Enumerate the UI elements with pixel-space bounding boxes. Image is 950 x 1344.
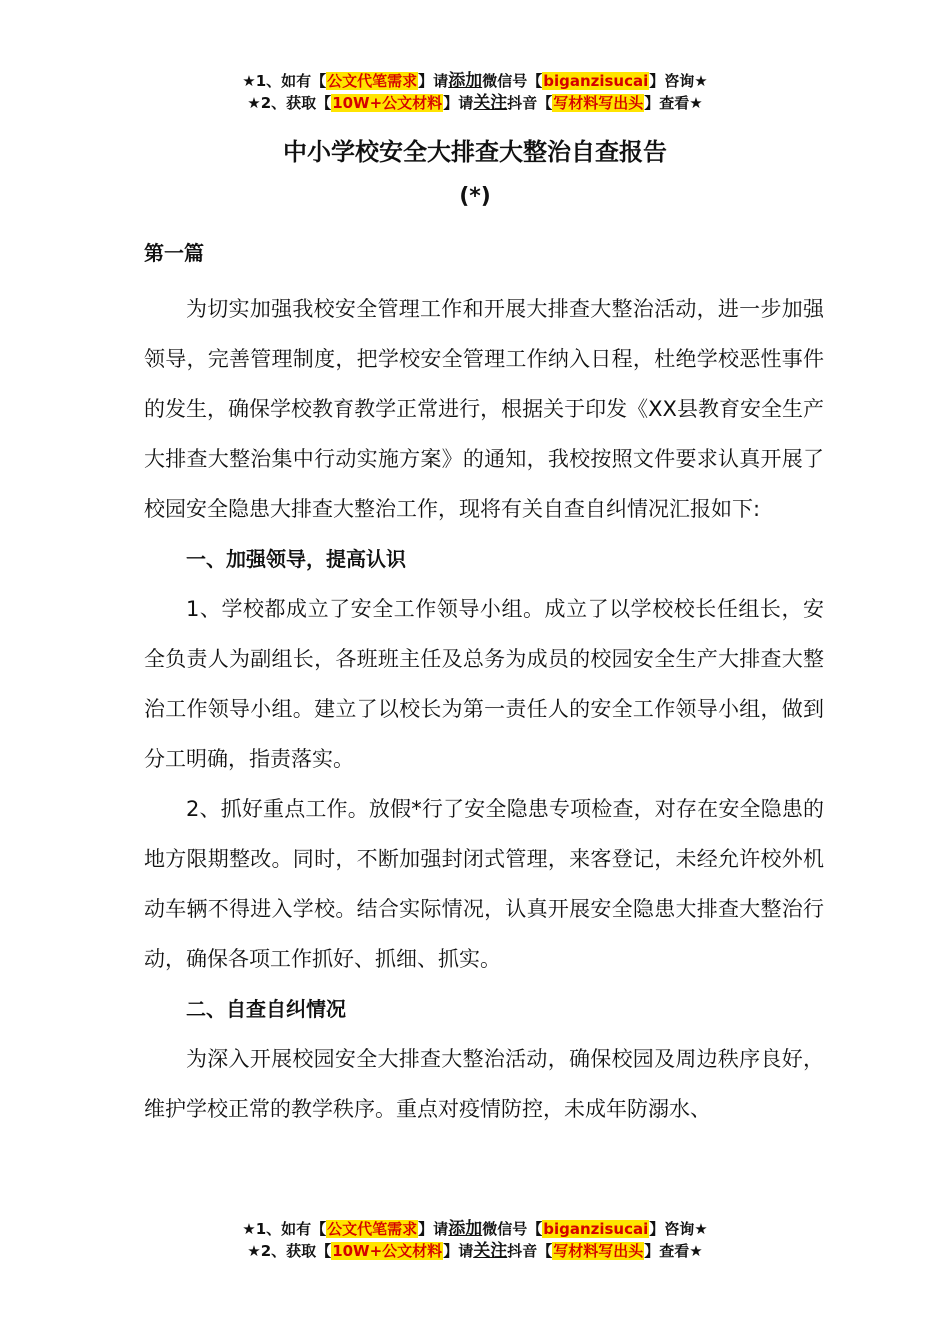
banner-line-2: [0, 92, 950, 114]
banner-underlined: 关注: [473, 1241, 508, 1261]
document-subtitle: (*): [459, 184, 491, 209]
banner-text: 】请: [418, 1220, 449, 1238]
banner-underlined: 添加: [448, 1219, 483, 1239]
paragraph: 为切实加强我校安全管理工作和开展大排查大整治活动，进一步加强领导，完善管理制度，把学校安全管理工作纳入日程，杜绝学校恶性事件的发生，确保学校教育教学正常进行，根据关于印发《XX县教育安全生产大排查大整治集中行动实施方案》的通知，我校按照文件要求认真开展了校园安全隐患大排查大整治工作，现将有关自查自纠情况汇报如下:: [144, 297, 824, 521]
banner-text: 抖音【: [507, 1242, 553, 1260]
part-label: 第一篇: [144, 241, 204, 265]
section-heading: 二、自查自纠情况: [186, 997, 346, 1021]
banner-text: 微信号【: [482, 72, 543, 90]
banner-line-1: [0, 1218, 950, 1240]
banner-text: 抖音【: [507, 94, 553, 112]
spacer: [144, 272, 824, 284]
section-heading: 一、加强领导，提高认识: [186, 547, 406, 571]
banner-underlined: 关注: [473, 93, 508, 113]
highlight-ghostwriting: 公文代笔需求: [327, 1220, 418, 1238]
highlight-douyin-account: 写材料写出头: [553, 1242, 644, 1260]
banner-text: 】请: [443, 1242, 474, 1260]
highlight-wechat-id: biganzisucai: [543, 1220, 649, 1238]
header-banner: [0, 70, 950, 114]
paragraph: 1、学校都成立了安全工作领导小组。成立了以学校校长任组长，安全负责人为副组长，各班班主任及总务为成员的校园安全生产大排查大整治工作领导小组。建立了以校长为第一责任人的安全工作领导小组，做到分工明确，指责落实。: [144, 597, 824, 771]
banner-text: 】查看★: [644, 1242, 703, 1260]
highlight-wechat-id: biganzisucai: [543, 72, 649, 90]
banner-text: 】查看★: [644, 94, 703, 112]
document-title: 中小学校安全大排查大整治自查报告: [283, 138, 667, 166]
banner-text: ★2、获取【: [247, 1242, 332, 1260]
banner-text: 】咨询★: [649, 1220, 708, 1238]
footer-banner: [0, 1218, 950, 1262]
highlight-materials: 10W+公文材料: [332, 94, 443, 112]
banner-text: 】请: [443, 94, 474, 112]
banner-line-1: [0, 70, 950, 92]
document-body: [144, 234, 824, 1134]
banner-text: 】请: [418, 72, 449, 90]
banner-text: 】咨询★: [649, 72, 708, 90]
banner-text: ★1、如有【: [242, 72, 327, 90]
banner-underlined: 添加: [448, 71, 483, 91]
highlight-ghostwriting: 公文代笔需求: [327, 72, 418, 90]
banner-text: ★1、如有【: [242, 1220, 327, 1238]
highlight-materials: 10W+公文材料: [332, 1242, 443, 1260]
highlight-douyin-account: 写材料写出头: [553, 94, 644, 112]
banner-line-2: [0, 1240, 950, 1262]
paragraph: 2、抓好重点工作。放假*行了安全隐患专项检查，对存在安全隐患的地方限期整改。同时，不断加强封闭式管理，来客登记，未经允许校外机动车辆不得进入学校。结合实际情况，认真开展安全隐患大排查大整治行动，确保各项工作抓好、抓细、抓实。: [144, 797, 824, 971]
paragraph: 为深入开展校园安全大排查大整治活动，确保校园及周边秩序良好，维护学校正常的教学秩序。重点对疫情防控，未成年防溺水、: [144, 1047, 824, 1121]
banner-text: ★2、获取【: [247, 94, 332, 112]
banner-text: 微信号【: [482, 1220, 543, 1238]
